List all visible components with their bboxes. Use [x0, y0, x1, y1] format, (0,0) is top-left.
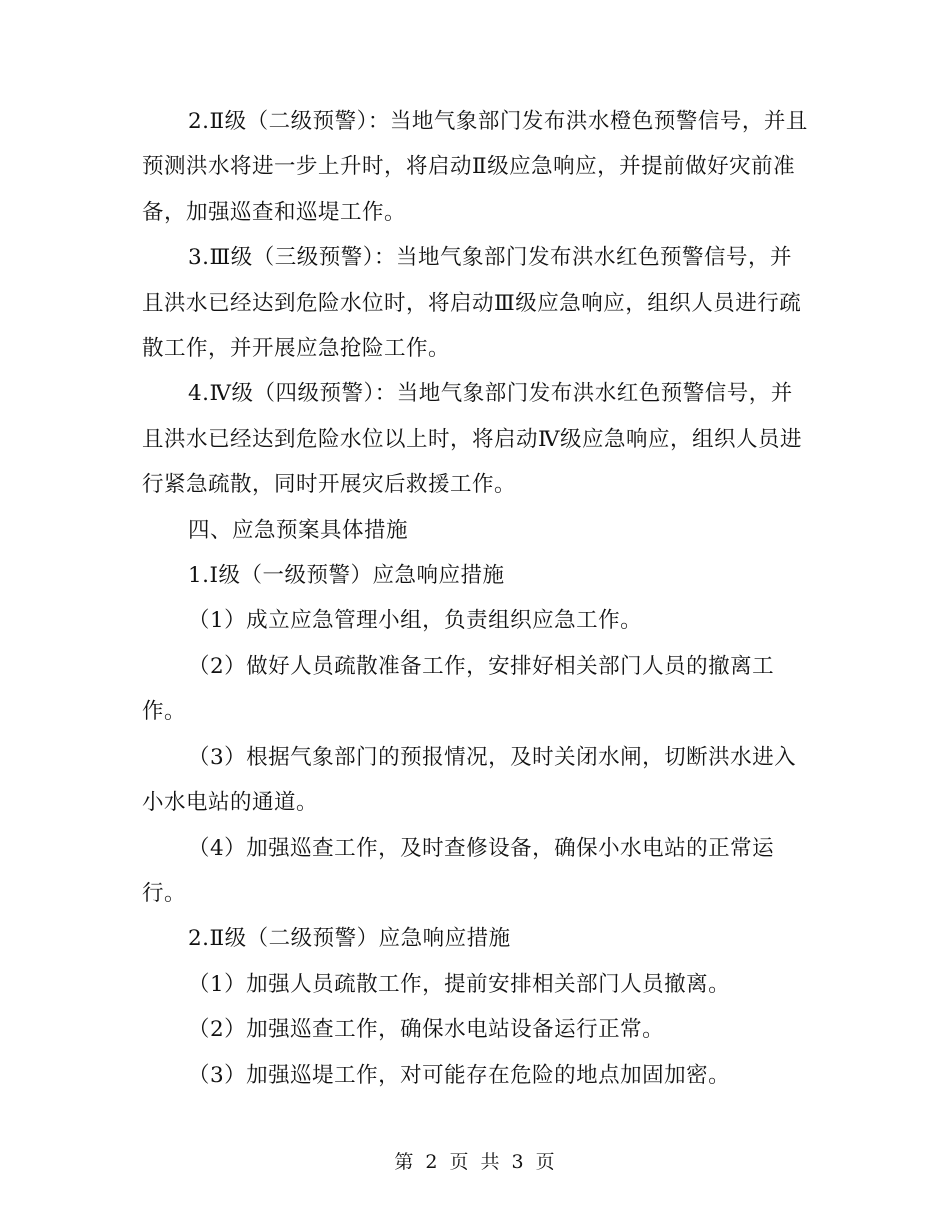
- subsection-heading-level-2: 2.Ⅱ级（二级预警）应急响应措施: [188, 926, 511, 952]
- list-item: （3）加强巡堤工作，对可能存在危险的地点加固加密。: [188, 1062, 731, 1088]
- page-number-footer: 第 2 页 共 3 页: [394, 1151, 556, 1173]
- paragraph-level-4-warning: 4.Ⅳ级（四级预警）：当地气象部门发布洪水红色预警信号，并且洪水已经达到危险水位以上时，将启动Ⅳ级应急响应，组织人员进行紧急疏散，同时开展灾后救援工作。: [142, 381, 802, 498]
- list-item: （1）加强人员疏散工作，提前安排相关部门人员撤离。: [188, 971, 731, 997]
- section-heading: 四、应急预案具体措施: [188, 517, 409, 543]
- paragraph-level-2-warning: 2.Ⅱ级（二级预警）：当地气象部门发布洪水橙色预警信号，并且预测洪水将进一步上升时，将启动Ⅱ级应急响应，并提前做好灾前准备，加强巡查和巡堤工作。: [142, 109, 808, 225]
- list-item: （2）做好人员疏散准备工作，安排好相关部门人员的撤离工作。: [142, 653, 775, 725]
- list-item: （4）加强巡查工作，及时查修设备，确保小水电站的正常运行。: [142, 835, 775, 906]
- document-body: [142, 99, 812, 1098]
- paragraph-level-3-warning: 3.Ⅲ级（三级预警）：当地气象部门发布洪水红色预警信号，并且洪水已经达到危险水位时，将启动Ⅲ级应急响应，组织人员进行疏散工作，并开展应急抢险工作。: [142, 245, 802, 362]
- list-item: （2）加强巡查工作，确保水电站设备运行正常。: [188, 1017, 665, 1043]
- list-item: （3）根据气象部门的预报情况，及时关闭水闸，切断洪水进入小水电站的通道。: [142, 744, 797, 816]
- subsection-heading-level-1: 1.Ⅰ级（一级预警）应急响应措施: [188, 563, 505, 589]
- list-item: （1）成立应急管理小组，负责组织应急工作。: [188, 608, 643, 634]
